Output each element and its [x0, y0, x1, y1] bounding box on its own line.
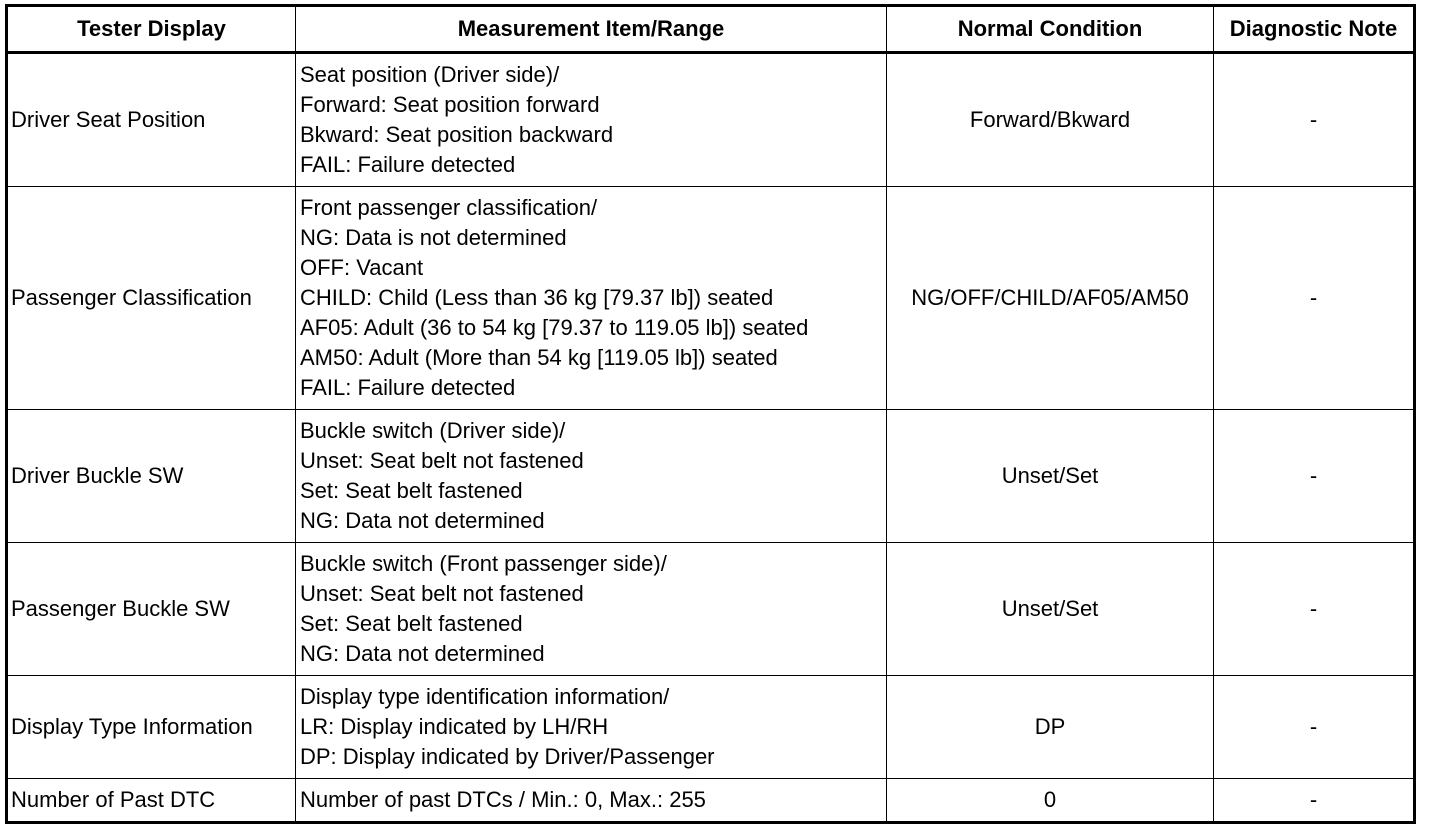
table-row: [7, 676, 1415, 779]
header-normal-condition: Normal Condition: [887, 6, 1214, 53]
measurement-range-line: Forward: Seat position forward: [300, 92, 600, 117]
cell-diagnostic-note: -: [1214, 187, 1415, 410]
cell-normal-condition: DP: [887, 676, 1214, 779]
cell-tester-display: Driver Buckle SW: [7, 410, 296, 543]
cell-diagnostic-note: -: [1214, 53, 1415, 187]
table-header-row: [7, 6, 1415, 53]
cell-normal-condition: Unset/Set: [887, 543, 1214, 676]
measurement-range-line: Buckle switch (Front passenger side)/: [300, 551, 667, 576]
table-row: [7, 779, 1415, 823]
cell-measurement-range: [296, 187, 887, 410]
cell-measurement-range: [296, 779, 887, 823]
cell-tester-display: Passenger Classification: [7, 187, 296, 410]
table-row: [7, 410, 1415, 543]
cell-normal-condition: 0: [887, 779, 1214, 823]
measurement-range-line: Unset: Seat belt not fastened: [300, 581, 584, 606]
cell-measurement-range: [296, 53, 887, 187]
table-row: [7, 53, 1415, 187]
cell-tester-display: Passenger Buckle SW: [7, 543, 296, 676]
cell-diagnostic-note: -: [1214, 779, 1415, 823]
cell-normal-condition: Unset/Set: [887, 410, 1214, 543]
measurement-range-line: LR: Display indicated by LH/RH: [300, 714, 609, 739]
measurement-range-line: Display type identification information/: [300, 684, 670, 709]
cell-tester-display: Display Type Information: [7, 676, 296, 779]
measurement-range-line: Buckle switch (Driver side)/: [300, 418, 566, 443]
cell-normal-condition: NG/OFF/CHILD/AF05/AM50: [887, 187, 1214, 410]
measurement-range-line: Number of past DTCs / Min.: 0, Max.: 255: [300, 787, 706, 812]
cell-measurement-range: [296, 410, 887, 543]
measurement-range-line: NG: Data is not determined: [300, 225, 567, 250]
header-tester-display: Tester Display: [7, 6, 296, 53]
measurement-range-line: NG: Data not determined: [300, 508, 545, 533]
header-diagnostic-note: Diagnostic Note: [1214, 6, 1415, 53]
measurement-range-line: Seat position (Driver side)/: [300, 62, 560, 87]
measurement-range-line: DP: Display indicated by Driver/Passenger: [300, 744, 715, 769]
measurement-range-line: CHILD: Child (Less than 36 kg [79.37 lb]) seated: [300, 285, 774, 310]
measurement-range-line: Bkward: Seat position backward: [300, 122, 614, 147]
measurement-range-line: AF05: Adult (36 to 54 kg [79.37 to 119.05 lb]) seated: [300, 315, 809, 340]
cell-diagnostic-note: -: [1214, 543, 1415, 676]
measurement-range-line: AM50: Adult (More than 54 kg [119.05 lb]) seated: [300, 345, 778, 370]
table-row: [7, 543, 1415, 676]
cell-tester-display: Number of Past DTC: [7, 779, 296, 823]
data-list-table: [5, 4, 1416, 824]
measurement-range-line: NG: Data not determined: [300, 641, 545, 666]
measurement-range-line: Front passenger classification/: [300, 195, 598, 220]
measurement-range-line: OFF: Vacant: [300, 255, 424, 280]
header-measurement-item-range: Measurement Item/Range: [296, 6, 887, 53]
cell-measurement-range: [296, 676, 887, 779]
table-row: [7, 187, 1415, 410]
cell-normal-condition: Forward/Bkward: [887, 53, 1214, 187]
measurement-range-line: FAIL: Failure detected: [300, 375, 516, 400]
measurement-range-line: Set: Seat belt fastened: [300, 611, 523, 636]
data-list-table-wrapper: [5, 4, 1416, 824]
measurement-range-line: Set: Seat belt fastened: [300, 478, 523, 503]
table-body: [7, 53, 1415, 823]
cell-tester-display: Driver Seat Position: [7, 53, 296, 187]
cell-diagnostic-note: -: [1214, 410, 1415, 543]
measurement-range-line: FAIL: Failure detected: [300, 152, 516, 177]
cell-diagnostic-note: -: [1214, 676, 1415, 779]
cell-measurement-range: [296, 543, 887, 676]
measurement-range-line: Unset: Seat belt not fastened: [300, 448, 584, 473]
